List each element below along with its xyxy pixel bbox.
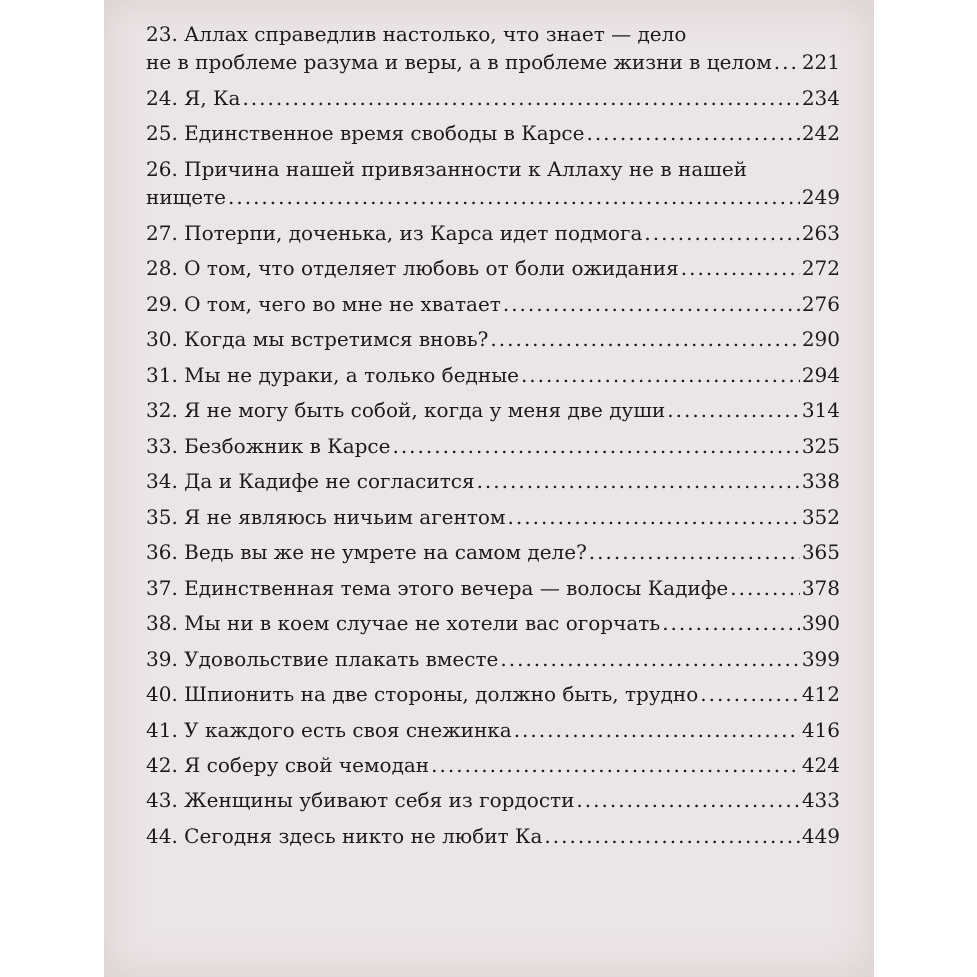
toc-entry-page-number: 276 — [801, 291, 840, 316]
toc-entry — [146, 574, 840, 602]
toc-entry-line — [146, 325, 840, 353]
toc-entry — [146, 503, 840, 531]
toc-entry-title: 36. Ведь вы же не умрете на самом деле? — [146, 540, 587, 565]
toc-entry — [146, 325, 840, 353]
toc-entry-title: 43. Женщины убивают себя из гордости — [146, 788, 575, 813]
toc-entry-page-number: 378 — [801, 575, 840, 600]
toc-entry-title: 35. Я не являюсь ничьим агентом — [146, 504, 506, 529]
toc-entry-page-number: 424 — [801, 752, 840, 777]
dot-leader — [544, 822, 799, 850]
toc-entry-page-number: 242 — [801, 121, 840, 146]
toc-entry-title: 40. Шпионить на две стороны, должно быть, трудно — [146, 682, 699, 707]
toc-entry-page-number: 314 — [801, 398, 840, 423]
toc-entry — [146, 822, 840, 850]
dot-leader — [508, 503, 800, 531]
toc-entry-title: 25. Единственное время свободы в Карсе — [146, 121, 585, 146]
toc-entry-page-number: 221 — [801, 50, 840, 75]
toc-entry-line — [146, 751, 840, 779]
toc-entry-title: 39. Удовольствие плакать вместе — [146, 646, 499, 671]
dot-leader — [242, 84, 799, 112]
dot-leader — [644, 219, 799, 247]
toc-entry-page-number: 294 — [801, 362, 840, 387]
dot-leader — [667, 396, 800, 424]
toc-entry-title: 38. Мы ни в коем случае не хотели вас огорчать — [146, 611, 661, 636]
toc-entry-line — [146, 716, 840, 744]
toc-entry — [146, 219, 840, 247]
toc-entry-title: 31. Мы не дураки, а только бедные — [146, 362, 519, 387]
dot-leader — [521, 361, 800, 389]
toc-entry-title: 32. Я не могу быть собой, когда у меня две души — [146, 398, 666, 423]
toc-entry-title: нищете — [146, 185, 226, 210]
toc-entry-title: 37. Единственная тема этого вечера — волосы Кадифе — [146, 575, 729, 600]
toc-entry-page-number: 433 — [801, 788, 840, 813]
toc-entry — [146, 290, 840, 318]
toc-entry-page-number: 399 — [801, 646, 840, 671]
toc-entry — [146, 254, 840, 282]
toc-entry-title: 29. О том, чего во мне не хватает — [146, 291, 501, 316]
toc-entry — [146, 645, 840, 673]
toc-entry-page-number: 290 — [801, 327, 840, 352]
dot-leader — [490, 325, 799, 353]
toc-entry-title: 33. Безбожник в Карсе — [146, 433, 391, 458]
dot-leader — [589, 538, 800, 566]
toc-entry-line — [146, 574, 840, 602]
dot-leader — [576, 786, 799, 814]
toc-entry-line — [146, 219, 840, 247]
dot-leader — [392, 432, 799, 460]
toc-entry-line — [146, 822, 840, 850]
toc-entry-title: 34. Да и Кадифе не согласится — [146, 469, 475, 494]
toc-entry-title: 27. Потерпи, доченька, из Карса идет подмога — [146, 220, 643, 245]
dot-leader — [514, 716, 800, 744]
toc-entry-line — [146, 290, 840, 318]
toc-entry — [146, 786, 840, 814]
dot-leader — [730, 574, 800, 602]
toc-entry-line — [146, 538, 840, 566]
dot-leader — [586, 119, 799, 147]
toc-entry-page-number: 338 — [801, 469, 840, 494]
toc-entry-page-number: 416 — [801, 717, 840, 742]
toc-entry-title: 42. Я соберу свой чемодан — [146, 752, 430, 777]
toc-entry — [146, 680, 840, 708]
toc-entry-page-number: 234 — [801, 85, 840, 110]
dot-leader — [477, 467, 800, 495]
toc-entry-title: 28. О том, что отделяет любовь от боли ожидания — [146, 256, 679, 281]
toc-entry-title: не в проблеме разума и веры, а в проблеме жизни в целом — [146, 50, 772, 75]
toc-entry-line — [146, 396, 840, 424]
dot-leader — [700, 680, 800, 708]
dot-leader — [228, 183, 800, 211]
toc-entry-line — [146, 254, 840, 282]
toc-entry-line — [146, 84, 840, 112]
toc-entry — [146, 396, 840, 424]
dot-leader — [500, 645, 799, 673]
toc-entry — [146, 538, 840, 566]
toc-entry — [146, 432, 840, 460]
toc-entry-line — [146, 361, 840, 389]
toc-entry-page-number: 390 — [801, 611, 840, 636]
dot-leader — [681, 254, 800, 282]
toc-entry-page-number: 449 — [801, 823, 840, 848]
toc-entry-title-first-line: 26. Причина нашей привязанности к Аллаху не в нашей — [146, 156, 747, 181]
dot-leader — [431, 751, 800, 779]
toc-entry-page-number: 352 — [801, 504, 840, 529]
toc-entry-line — [146, 503, 840, 531]
toc-entry-page-number: 325 — [801, 433, 840, 458]
toc-entry-page-number: 412 — [801, 682, 840, 707]
dot-leader — [503, 290, 800, 318]
toc-entry-page-number: 272 — [801, 256, 840, 281]
toc-entry-page-number: 263 — [801, 220, 840, 245]
toc-entry-line — [146, 609, 840, 637]
toc-entry — [146, 84, 840, 112]
toc-entry-line — [146, 183, 840, 211]
toc-entry — [146, 751, 840, 779]
toc-entry-title: 24. Я, Ка — [146, 85, 241, 110]
toc-entry-line — [146, 680, 840, 708]
toc-entry-line — [146, 786, 840, 814]
toc-entry — [146, 155, 840, 212]
toc-entry-page-number: 365 — [801, 540, 840, 565]
toc-entry-title: 30. Когда мы встретимся вновь? — [146, 327, 489, 352]
toc-entry — [146, 20, 840, 77]
toc-entry — [146, 467, 840, 495]
toc-entry-line — [146, 48, 840, 76]
table-of-contents — [146, 20, 840, 857]
toc-entry — [146, 119, 840, 147]
toc-entry — [146, 609, 840, 637]
toc-entry-line — [146, 645, 840, 673]
dot-leader — [774, 48, 800, 76]
toc-entry — [146, 716, 840, 744]
toc-entry-title: 41. У каждого есть своя снежинка — [146, 717, 512, 742]
toc-entry-title: 44. Сегодня здесь никто не любит Ка — [146, 823, 543, 848]
toc-entry-line — [146, 467, 840, 495]
toc-entry-line — [146, 432, 840, 460]
toc-entry-title-first-line: 23. Аллах справедлив настолько, что знает — дело — [146, 22, 687, 46]
toc-entry-line — [146, 119, 840, 147]
toc-entry — [146, 361, 840, 389]
dot-leader — [662, 609, 800, 637]
toc-entry-page-number: 249 — [801, 185, 840, 210]
